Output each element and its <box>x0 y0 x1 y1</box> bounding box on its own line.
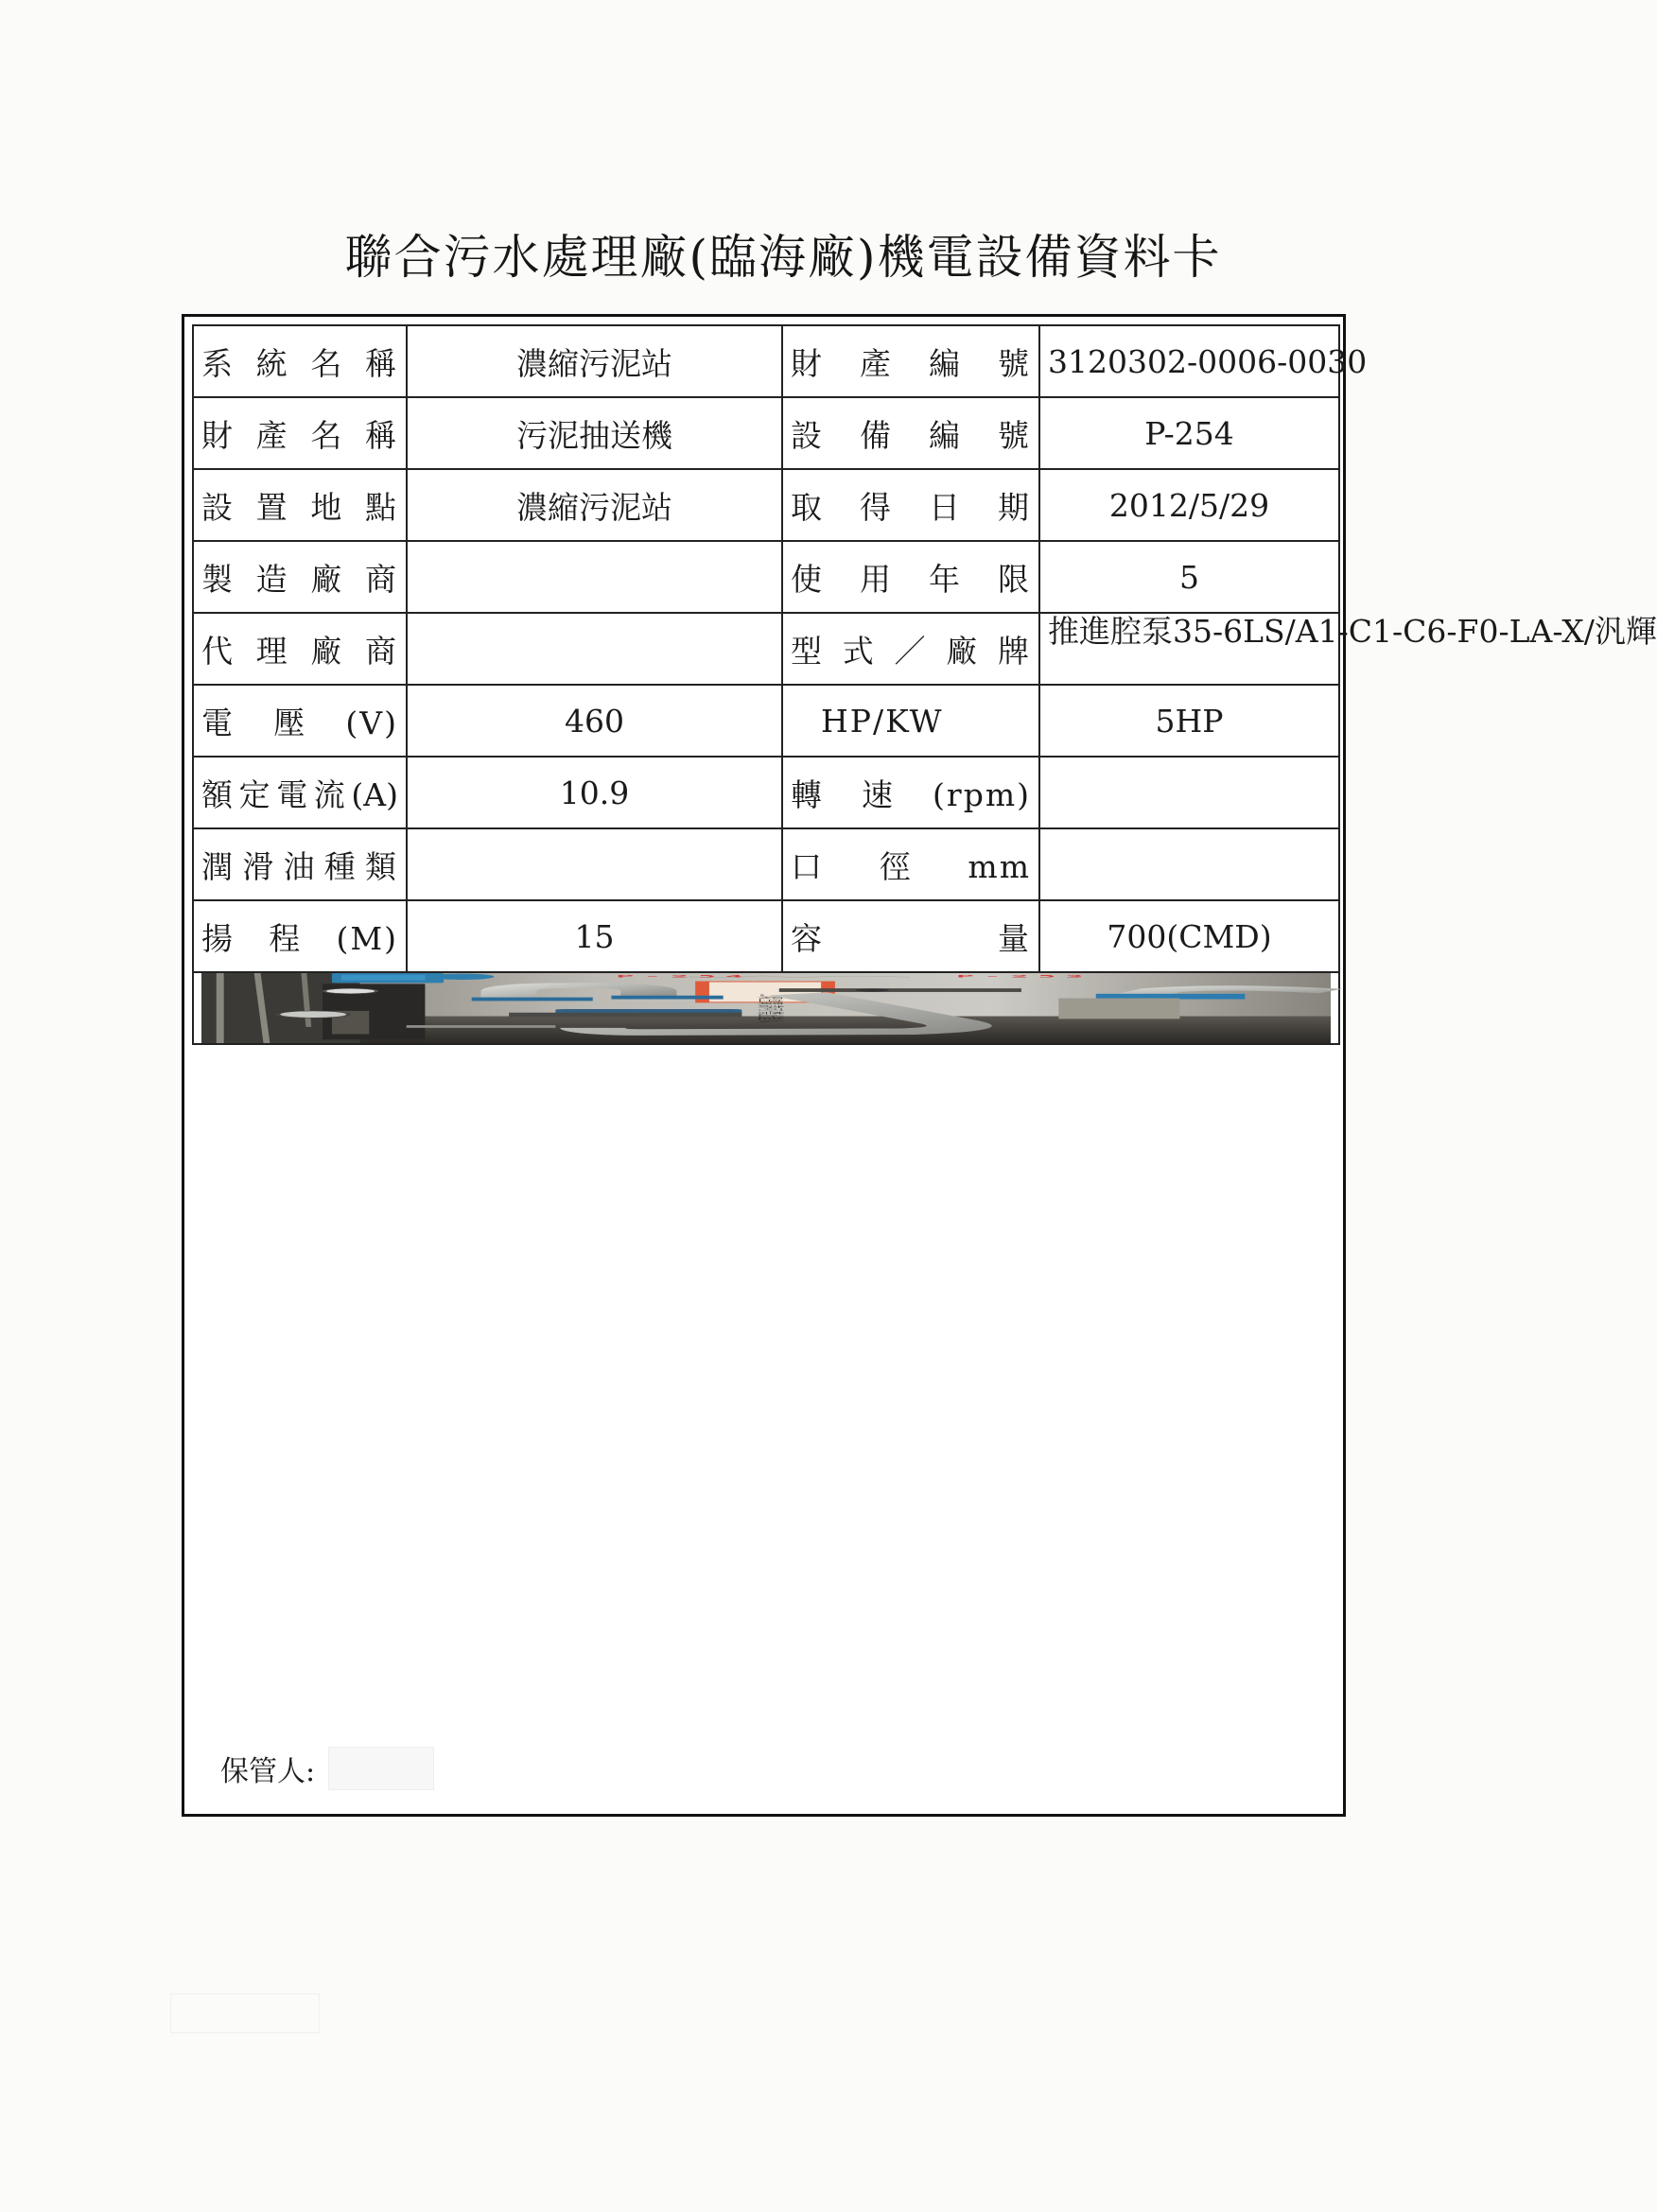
custodian-signature-box <box>328 1747 434 1790</box>
property-name-value: 污泥抽送機 <box>407 397 782 469</box>
hp-kw-label: HP/KW <box>782 685 1039 757</box>
agent-label: 代理廠商 <box>193 613 407 685</box>
equipment-info-table <box>192 324 1657 1045</box>
diameter-value <box>1039 828 1339 900</box>
head-label: 揚程(M) <box>193 900 407 972</box>
manufacturer-value <box>407 541 782 613</box>
property-number-label: 財產編號 <box>782 325 1039 397</box>
table-row <box>193 541 1339 613</box>
table-row <box>193 325 1339 397</box>
rpm-label: 轉速(rpm) <box>782 757 1039 828</box>
hp-kw-value: 5HP <box>1039 685 1339 757</box>
custodian-label: 保管人: <box>220 1755 316 1788</box>
table-row <box>193 397 1339 469</box>
location-value: 濃縮污泥站 <box>407 469 782 541</box>
warning-sign-text: …吸空間 許可‧禁止進入 <box>754 993 786 1023</box>
equipment-number-label: 設備編號 <box>782 397 1039 469</box>
table-row <box>193 469 1339 541</box>
property-number-value: 3120302-0006-0030 <box>1039 325 1339 397</box>
acquired-date-label: 取得日期 <box>782 469 1039 541</box>
capacity-value: 700(CMD) <box>1039 900 1339 972</box>
equipment-number-value: P-254 <box>1039 397 1339 469</box>
equipment-card <box>182 314 1657 1817</box>
voltage-value: 460 <box>407 685 782 757</box>
rated-current-value: 10.9 <box>407 757 782 828</box>
system-name-label: 系統名稱 <box>193 325 407 397</box>
table-row <box>193 757 1339 828</box>
rpm-value <box>1039 757 1339 828</box>
system-name-value: 濃縮污泥站 <box>407 325 782 397</box>
lubricant-label: 潤滑油種類 <box>193 828 407 900</box>
service-life-label: 使用年限 <box>782 541 1039 613</box>
capacity-label: 容量 <box>782 900 1039 972</box>
head-value: 15 <box>407 900 782 972</box>
rated-current-label: 額定電流(A) <box>193 757 407 828</box>
table-row <box>193 828 1339 900</box>
photo-label-p254: P-254 <box>616 974 753 979</box>
acquired-date-value: 2012/5/29 <box>1039 469 1339 541</box>
manufacturer-label: 製造廠商 <box>193 541 407 613</box>
page-title: 聯合污水處理廠(臨海廠)機電設備資料卡 <box>344 230 1222 285</box>
property-name-label: 財產名稱 <box>193 397 407 469</box>
custodian-row <box>192 1730 1338 1807</box>
voltage-label: 電壓(V) <box>193 685 407 757</box>
pump-room-photo <box>201 973 1331 1043</box>
photo-label-p253: P-253 <box>955 974 1093 979</box>
lubricant-value <box>407 828 782 900</box>
model-brand-label: 型式／廠牌 <box>782 613 1039 685</box>
table-row <box>193 685 1339 757</box>
table-row <box>193 900 1339 972</box>
blank-box <box>170 1994 320 2033</box>
equipment-photo <box>193 972 1339 1044</box>
diameter-label: 口 徑 mm <box>782 828 1039 900</box>
table-row <box>193 613 1339 685</box>
table-row <box>193 972 1339 1044</box>
service-life-value: 5 <box>1039 541 1339 613</box>
agent-value <box>407 613 782 685</box>
model-brand-value: 推進腔泵35-6LS/A1-C1-C6-F0-LA-X/汎輝 <box>1039 613 1339 685</box>
location-label: 設置地點 <box>193 469 407 541</box>
